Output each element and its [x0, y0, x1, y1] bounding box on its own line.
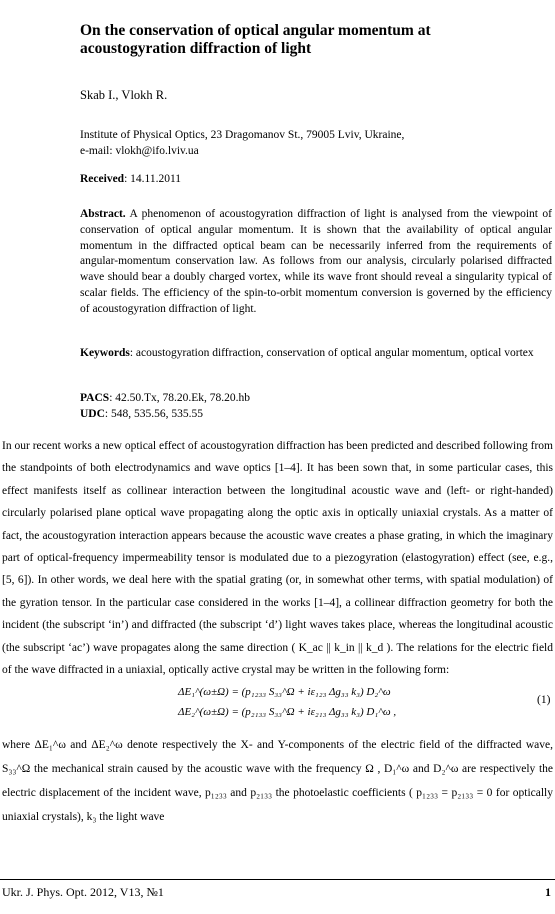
- pacs-text: : 42.50.Tx, 78.20.Ek, 78.20.hb: [109, 392, 251, 404]
- abstract-label: Abstract.: [80, 208, 126, 220]
- affiliation: [80, 127, 404, 159]
- keywords-text: : acoustogyration diffraction, conservation of optical angular momentum, optical vortex: [129, 347, 534, 359]
- abstract: [80, 207, 552, 318]
- equation-number: (1): [537, 694, 551, 706]
- received-value: : 14.11.2011: [124, 173, 182, 185]
- page-number: 1: [545, 885, 551, 899]
- abstract-text: A phenomenon of acoustogyration diffraction of light is analysed from the viewpoint of conservation of optical angular momentum. It is shown that the availability of optical angular momentum in the diffracted optical beam can be necessarily inferred from the requirements of angular-momentum conservation law. As follows from our analysis, circularly polarised diffracted wave should bear a doubly charged vortex, while its wave front should reveal a singularity typical of scalar fields. The efficiency of the spin-to-orbit momentum conversion is governed by the efficiency of acoustogyration diffraction of light.: [80, 208, 552, 315]
- pacs-label: PACS: [80, 392, 110, 404]
- classification: [80, 391, 250, 423]
- keywords: [80, 346, 552, 362]
- affiliation-email: e-mail: vlokh@ifo.lviv.ua: [80, 145, 199, 157]
- body-paragraph-2: where ΔE₁^ω and ΔE₂^ω denote respectively the X- and Y-components of the electric field of the diffracted wave, S₃₃^Ω the mechanical strain caused by the acoustic wave with the frequency Ω , D₁^ω and D₂^ω are respectively the electric displacement of the incident wave, p₁₂₃₃ and p₂₁₃₃ the photoelastic coefficients ( p₁₂₃₃ = p₂₁₃₃ = 0 for optically uniaxial crystals), k₃ the light wave: [2, 739, 553, 823]
- footer-divider: [0, 879, 555, 880]
- pacs-line: [80, 391, 250, 407]
- equation-line-1: ΔE₁^(ω±Ω) = (p₁₂₃₃ S₃₃^Ω + iε₁₂₃ Δg₃₃ k₃) D₂^ω: [178, 686, 391, 698]
- journal-reference: Ukr. J. Phys. Opt. 2012, V13, №1: [2, 885, 164, 899]
- equation-line-2: ΔE₂^(ω±Ω) = (p₂₁₃₃ S₃₃^Ω + iε₂₁₃ Δg₃₃ k₃) D₁^ω ,: [178, 706, 397, 718]
- keywords-label: Keywords: [80, 347, 130, 359]
- received-date: [80, 173, 181, 185]
- affiliation-address: Institute of Physical Optics, 23 Dragomanov St., 79005 Lviv, Ukraine,: [80, 129, 405, 141]
- body-paragraph-1: In our recent works a new optical effect of acoustogyration diffraction has been predicted and described following from the standpoints of both electrodynamics and wave optics [1–4]. It has been sown that, in some particular cases, this effect manifests itself as collinear interaction between the longitudinal acoustic wave and (left- or right-handed) circularly polarised plane optical wave propagating along the optic axis in optically uniaxial crystals. As a matter of fact, the acoustogyration interaction appears because the acoustic wave creates a phase grating, in which the imaginary part of optical-frequency impermeability tensor is modulated due to a piezogyration (elastogyration) effect (see, e.g., [5, 6]). In other words, we deal here with the spatial grating (or, in somewhat other terms, with spatial modulation) of the gyration tensor. In the particular case considered in the works [1–4], a collinear diffraction geometry for both the incident (the subscript ‘in’) and diffracted (the subscript ‘d’) light waves takes place, whereas the longitudinal acoustic (the subscript ‘ac’) wave propagates along the same direction ( K_ac || k_in || k_d ). The relations for the electric field of the wave diffracted in a uniaxial, optically active crystal may be written in the following form:: [2, 440, 553, 677]
- authors: Skab I., Vlokh R.: [80, 88, 168, 102]
- udc-line: [80, 407, 250, 423]
- received-label: Received: [80, 173, 125, 185]
- udc-text: : 548, 535.56, 535.55: [104, 407, 203, 420]
- paper-title: On the conservation of optical angular momentum at acoustogyration diffraction of light: [80, 22, 431, 57]
- udc-label: UDC: [80, 407, 105, 420]
